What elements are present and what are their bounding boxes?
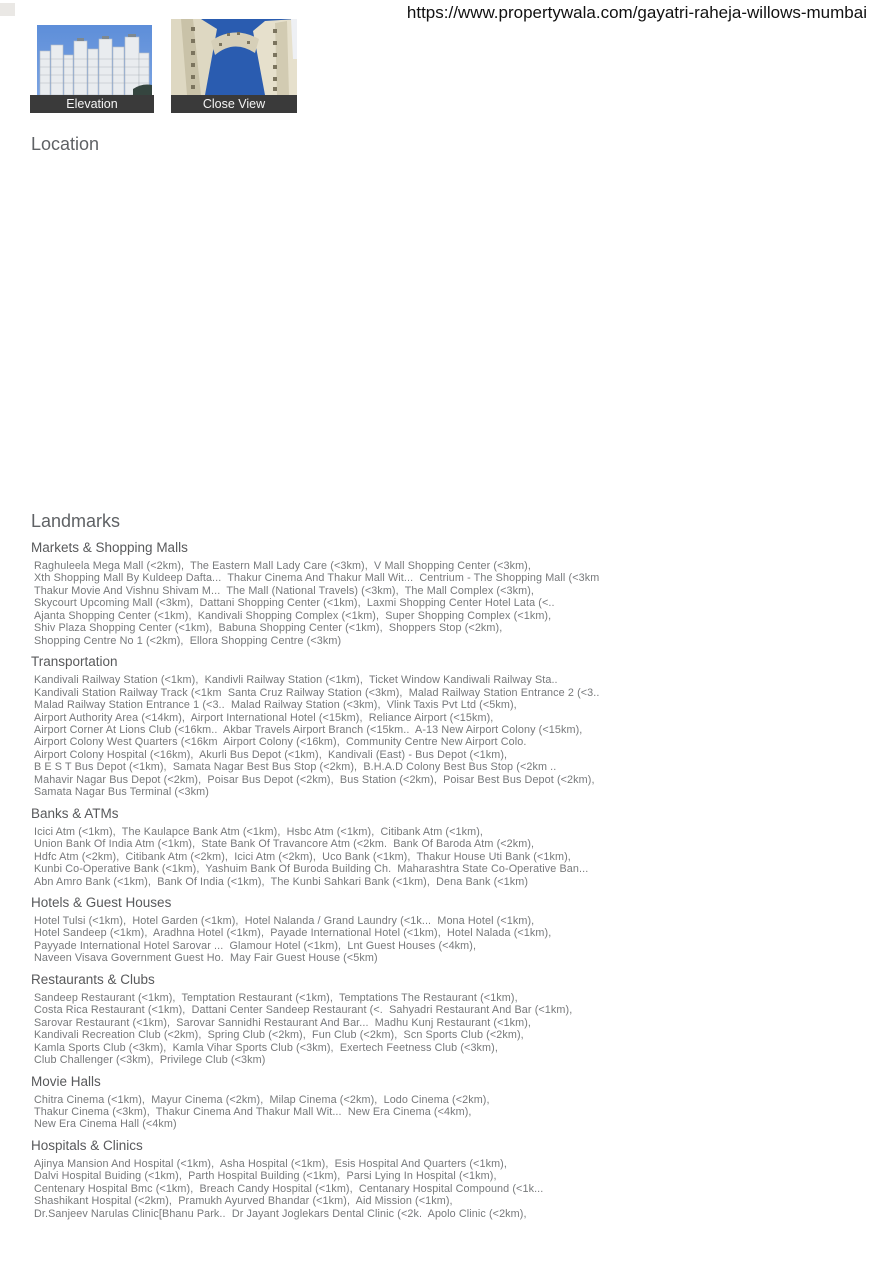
landmarks-section [31,511,651,1220]
landmark-line: Shashikant Hospital (<2km), Pramukh Ayurved Bhandar (<1km), Aid Mission (<1km), [34,1195,453,1208]
page-url: https://www.propertywala.com/gayatri-raheja-willows-mumbai [406,3,867,22]
section-title: Restaurants & Clubs [31,971,155,987]
landmark-line: Sandeep Restaurant (<1km), Temptation Restaurant (<1km), Temptations The Restaurant (<1km), [34,991,518,1004]
landmark-line: Kandivali Recreation Club (<2km), Spring Club (<2km), Fun Club (<2km), Scn Sports Club (<2km), [34,1029,524,1042]
landmark-line: Samata Nagar Bus Terminal (<3km) [34,786,209,799]
section-title: Markets & Shopping Malls [31,540,188,555]
landmark-line: Centenary Hospital Bmc (<1km), Breach Candy Hospital (<1km), Centanary Hospital Compound (<1k... [34,1182,544,1195]
landmark-line: Chitra Cinema (<1km), Mayur Cinema (<2km), Milap Cinema (<2km), Lodo Cinema (<2km), [34,1093,490,1106]
elevation-thumbnail[interactable] [30,19,154,113]
landmark-line: Sarovar Restaurant (<1km), Sarovar Sannidhi Restaurant And Bar... Madhu Kunj Restaurant (<1km), [34,1016,531,1029]
landmark-line: Naveen Visava Government Guest Ho. May Fair Guest House (<5km) [34,952,378,965]
landmark-line: Malad Railway Station Entrance 1 (<3.. Malad Railway Station (<3km), Vlink Taxis Pvt Ltd (<5km), [34,699,517,712]
landmark-line: Airport Colony Hospital (<16km), Akurli Bus Depot (<1km), Kandivali (East) - Bus Depot (<1km), [34,748,508,761]
landmark-line: Kamla Sports Club (<3km), Kamla Vihar Sports Club (<3km), Exertech Feetness Club (<3km), [34,1041,498,1054]
close-view-photo [171,19,297,95]
landmark-line: Dalvi Hospital Buiding (<1km), Parth Hospital Building (<1km), Parsi Lying In Hospital (<1km), [34,1170,497,1183]
landmark-line: Abn Amro Bank (<1km), Bank Of India (<1km), The Kunbi Sahkari Bank (<1km), Dena Bank (<1km) [34,875,529,888]
landmark-line: Ajanta Shopping Center (<1km), Kandivali Shopping Complex (<1km), Super Shopping Complex (<1km), [34,609,552,622]
landmark-line: Xth Shopping Mall By Kuldeep Dafta... Thakur Cinema And Thakur Mall Wit... Centrium - The Shopping Mall (<3km [34,572,600,585]
landmark-line: Ajinya Mansion And Hospital (<1km), Asha Hospital (<1km), Esis Hospital And Quarters (<1km), [34,1157,507,1170]
map-area-unloaded [30,165,570,500]
tower-arch-graphic [171,19,297,95]
landmarks-list [31,541,651,1220]
section-title: Movie Halls [31,1073,101,1089]
thumbnail-caption: Elevation [30,95,154,113]
landmark-line: Kandivali Railway Station (<1km), Kandivli Railway Station (<1km), Ticket Window Kandiwali Railway Sta.. [34,674,558,687]
landmark-line: Icici Atm (<1km), The Kaulapce Bank Atm (<1km), Hsbc Atm (<1km), Citibank Atm (<1km), [34,825,484,838]
landmark-line: Kandivali Station Railway Track (<1km Santa Cruz Railway Station (<3km), Malad Railway Station Entrance 2 (<3.. [34,686,600,699]
landmark-line: Thakur Cinema (<3km), Thakur Cinema And Thakur Mall Wit... New Era Cinema (<4km), [34,1105,472,1118]
landmark-line: Union Bank Of India Atm (<1km), State Bank Of Travancore Atm (<2km. Bank Of Baroda Atm (<2km), [34,838,535,851]
landmark-line: Club Challenger (<3km), Privilege Club (<3km) [34,1054,266,1067]
building-skyline-graphic [37,25,152,95]
section-title: Hospitals & Clinics [31,1137,143,1153]
landmark-line: Thakur Movie And Vishnu Shivam M... The Mall (National Travels) (<3km), The Mall Complex (<3km), [34,584,535,597]
landmark-line: Airport Colony West Quarters (<16km Airport Colony (<16km), Community Centre New Airport Colo. [34,736,527,749]
landmark-line: Hotel Tulsi (<1km), Hotel Garden (<1km), Hotel Nalanda / Grand Laundry (<1k... Mona Hotel (<1km), [34,914,535,927]
section-title: Banks & ATMs [31,805,119,821]
landmark-line: B E S T Bus Depot (<1km), Samata Nagar Best Bus Stop (<2km), B.H.A.D Colony Best Bus Stop (<2km .. [34,761,557,774]
landmark-line: Kunbi Co-Operative Bank (<1km), Yashuim Bank Of Buroda Building Ch. Maharashtra State Co-Operative Ban... [34,863,589,876]
landmark-line: Airport Authority Area (<14km), Airport International Hotel (<15km), Reliance Airport (<15km), [34,711,494,724]
section-title: Transportation [31,654,118,670]
location-heading: Location [31,134,100,154]
landmark-line: Hdfc Atm (<2km), Citibank Atm (<2km), Icici Atm (<2km), Uco Bank (<1km), Thakur House Uti Bank (<1km), [34,850,571,863]
landmark-line: Payyade International Hotel Sarovar ... Glamour Hotel (<1km), Lnt Guest Houses (<4km), [34,939,477,952]
landmark-line: New Era Cinema Hall (<4km) [34,1118,177,1131]
landmark-line: Costa Rica Restaurant (<1km), Dattani Center Sandeep Restaurant (<. Sahyadri Restaurant And Bar (<1km), [34,1004,573,1017]
landmark-line: Skycourt Upcoming Mall (<3km), Dattani Shopping Center (<1km), Laxmi Shopping Center Hotel Lata (<.. [34,597,555,610]
landmark-line: Hotel Sandeep (<1km), Aradhna Hotel (<1km), Payade International Hotel (<1km), Hotel Nalada (<1km), [34,927,552,940]
section-title: Hotels & Guest Houses [31,894,172,910]
landmark-line: Raghuleela Mega Mall (<2km), The Eastern Mall Lady Care (<3km), V Mall Shopping Center (<3km), [34,560,531,572]
thumbnail-caption: Close View [171,95,297,113]
landmark-line: Shiv Plaza Shopping Center (<1km), Babuna Shopping Center (<1km), Shoppers Stop (<2km), [34,622,503,635]
landmark-line: Mahavir Nagar Bus Depot (<2km), Poisar Bus Depot (<2km), Bus Station (<2km), Poisar Best Bus Depot (<2km), [34,773,595,786]
close-view-thumbnail[interactable] [171,19,297,113]
screen-artifact [0,3,15,16]
landmark-line: Dr.Sanjeev Narulas Clinic[Bhanu Park.. Dr Jayant Joglekars Dental Clinic (<2k. Apolo Clinic (<2km), [34,1207,527,1220]
landmark-line: Shopping Centre No 1 (<2km), Ellora Shopping Centre (<3km) [34,634,342,647]
elevation-photo [37,25,152,95]
landmarks-heading: Landmarks [31,511,121,531]
landmark-line: Airport Corner At Lions Club (<16km.. Akbar Travels Airport Branch (<15km.. A-13 New Airport Colony (<15km), [34,723,583,736]
